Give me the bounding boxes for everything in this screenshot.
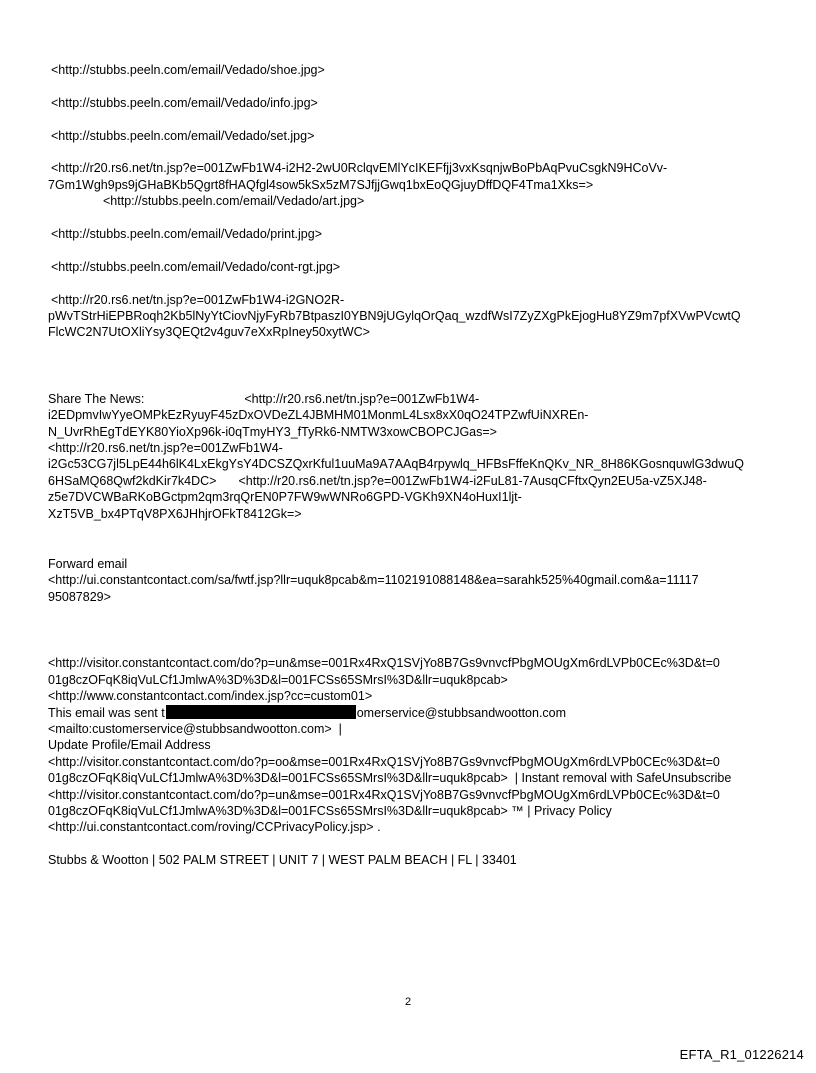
email-body [48,62,776,869]
tracker-link-1-line1: <http://r20.rs6.net/tn.jsp?e=001ZwFb1W4-i2H2-2wU0RclqvEMlYcIKEFfjj3vxKsqnjwBoPbAqPvuCsgkN9HCoVv- [51,161,668,176]
link-shoe[interactable]: <http://stubbs.peeln.com/email/Vedado/shoe.jpg> [51,63,325,77]
share-link-3-line1[interactable]: <http://r20.rs6.net/tn.jsp?e=001ZwFb1W4-i2FuL81-7AusqCFftxQyn2EU5a-vZ5XJ48- [238,473,707,488]
share-link-3-line2[interactable]: z5e7DVCWBaRKoBGctpm2qm3rqQrEN0P7FW9wWNRo6GPD-VGKh9XN4oHuxI1ljt- [48,490,522,505]
safeunsubscribe-link-line1[interactable]: <http://visitor.constantcontact.com/do?p=un&mse=001Rx4RxQ1SVjYo8B7Gs9vnvcfPbgMOUgXm6rdLVPb0CEc%3D&t=0 [48,787,720,802]
forward-link-line2[interactable]: 95087829> [48,589,111,604]
link-print[interactable]: <http://stubbs.peeln.com/email/Vedado/print.jpg> [51,227,323,241]
forward-label: Forward email [48,557,128,572]
footer-section [48,655,776,835]
link-art[interactable]: <http://stubbs.peeln.com/email/Vedado/art.jpg> [103,194,365,209]
privacy-policy-link[interactable]: <http://ui.constantcontact.com/roving/CCPrivacyPolicy.jsp> . [48,820,381,835]
share-link-2-line3[interactable]: 6HSaMQ68Qwf2kdKir7k4DC> [48,473,217,488]
company-address: Stubbs & Wootton | 502 PALM STREET | UNIT 7 | WEST PALM BEACH | FL | 33401 [48,853,517,868]
share-link-2-line2[interactable]: i2Gc53CG7jl5LpE44h6lK4LxEkgYsY4DCSZQxrKful1uuMa9A7AAqB4rpywlq_HFBsFffeKnQKv_NR_8H86KGosnquwlG3dwuQ [48,457,744,472]
forward-link-line1[interactable]: <http://ui.constantcontact.com/sa/fwtf.jsp?llr=uquk8pcab&m=1102191088148&ea=sarahk525%40gmail.com&a=11117 [48,573,699,588]
forward-section [48,556,776,605]
page-number: 2 [404,996,412,1008]
share-label: Share The News: [48,391,145,406]
update-profile-link-line2[interactable]: 01g8czOFqK8iqVuLCf1JmlwA%3D%3D&l=001FCSs65SMrsI%3D&llr=uquk8pcab> | Instant removal with SafeUnsubscribe [48,771,732,786]
redaction-bar [166,705,356,719]
share-link-1-line1[interactable]: <http://r20.rs6.net/tn.jsp?e=001ZwFb1W4- [244,391,480,406]
share-section [48,391,776,522]
constantcontact-link[interactable]: <http://www.constantcontact.com/index.jsp?cc=custom01> [48,689,373,704]
share-link-3-line3[interactable]: XzT5VB_bx4PTqV8PX6JHhjrOFkT8412Gk=> [48,506,302,521]
unsubscribe-link-line2[interactable]: 01g8czOFqK8iqVuLCf1JmlwA%3D%3D&l=001FCSs65SMrsI%3D&llr=uquk8pcab> [48,672,508,687]
share-link-1-line2[interactable]: i2EDpmvIwYyeOMPkEzRyuyF45zDxOVDeZL4JBMHM01MonmL4Lsx8xX0qO24TPZwfUiNXREn- [48,408,589,423]
safeunsubscribe-link-line2[interactable]: 01g8czOFqK8iqVuLCf1JmlwA%3D%3D&l=001FCSs65SMrsI%3D&llr=uquk8pcab> ™ | Privacy Policy [48,803,612,818]
tracker-link-2-line3: FlcWC2N7UtOXliYsy3QEQt2v4guv7eXxRpIney50xytWC> [48,325,370,340]
tracker-link-2-line1: <http://r20.rs6.net/tn.jsp?e=001ZwFb1W4-i2GNO2R- [51,292,345,307]
unsubscribe-link-line1[interactable]: <http://visitor.constantcontact.com/do?p=un&mse=001Rx4RxQ1SVjYo8B7Gs9vnvcfPbgMOUgXm6rdLVPb0CEc%3D&t=0 [48,656,720,671]
update-profile-label[interactable]: Update Profile/Email Address [48,738,211,753]
link-set[interactable]: <http://stubbs.peeln.com/email/Vedado/set.jpg> [51,128,315,143]
share-link-1-line3[interactable]: N_UvrRhEgTdEYK80YioXp96k-i0qTmyHY3_fTyRk6-NMTW3xowCBOPCJGas=> [48,424,497,439]
tracker-link-1[interactable] [48,160,776,209]
sent-to-text: This email was sent t [48,705,165,720]
sent-to-email: omerservice@stubbsandwootton.com [356,705,567,720]
bates-number: EFTA_R1_01226214 [679,1047,804,1062]
share-link-2-line1[interactable]: <http://r20.rs6.net/tn.jsp?e=001ZwFb1W4- [48,441,283,456]
tracker-link-1-line2: 7Gm1Wgh9ps9jGHaBKb5Qgrt8fHAQfgl4sow5kSx5zM7SJfjjGwq1bxEoQGjuyDffDQF4Tma1Xks=> [48,177,594,192]
link-info[interactable]: <http://stubbs.peeln.com/email/Vedado/info.jpg> [51,95,318,110]
tracker-link-2-line2: pWvTStrHiEPBRoqh2Kb5lNyYtCiovNjyFyRb7BtpaszI0YBN9jUGylqOrQaq_wzdfWsI7ZyZXgPkEjogHu8YZ9m7pfXVwPVcwtQ [48,309,741,323]
link-cont-rgt[interactable]: <http://stubbs.peeln.com/email/Vedado/cont-rgt.jpg> [51,259,341,274]
update-profile-link-line1[interactable]: <http://visitor.constantcontact.com/do?p=oo&mse=001Rx4RxQ1SVjYo8B7Gs9vnvcfPbgMOUgXm6rdLVPb0CEc%3D&t=0 [48,754,720,769]
tracker-link-2[interactable] [48,292,776,341]
mailto-link[interactable]: <mailto:customerservice@stubbsandwootton.com> | [48,721,342,736]
